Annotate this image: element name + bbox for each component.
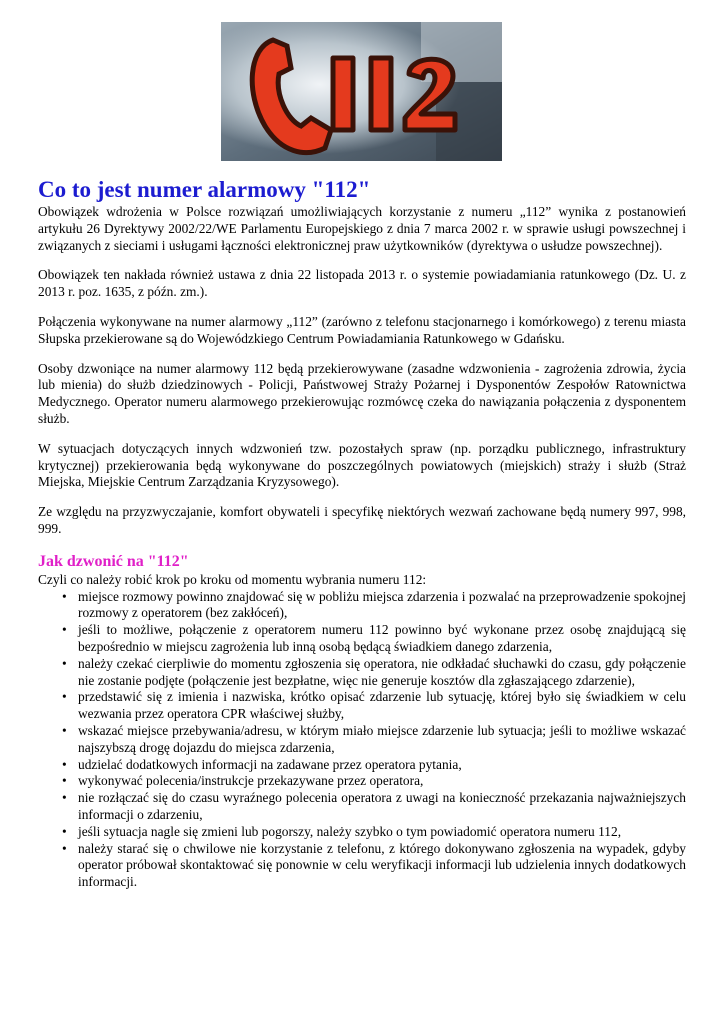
bullet: • — [62, 722, 67, 738]
steps-intro: Czyli co należy robić krok po kroku od momentu wybrania numeru 112: — [38, 571, 427, 587]
list-item — [38, 589, 686, 623]
list-item — [38, 622, 686, 656]
step-text: jeśli to możliwe, połączenie z operatorem numeru 112 powinno być wykonane przez osobę znajdującą się bezpośrednio w miejscu zagrożenia lub inną osobą będącą świadkiem danego zdarzenia, — [78, 622, 686, 654]
bullet: • — [62, 840, 67, 856]
bullet: • — [62, 689, 67, 705]
steps-list — [38, 589, 686, 891]
step-text: nie rozłączać się do czasu wyraźnego polecenia operatora z uwagi na konieczność przekazania najważniejszych informacji o zdarzeniu, — [78, 790, 686, 822]
bullet: • — [62, 622, 67, 638]
bullet: • — [62, 773, 67, 789]
bullet: • — [62, 655, 67, 671]
list-item — [38, 824, 686, 841]
paragraph-3: Połączenia wykonywane na numer alarmowy „112” (zarówno z telefonu stacjonarnego i komórkowego) z terenu miasta Słupska przekierowane są do Wojewódzkiego Centrum Powiadamiania Ratunkowego w Gdańsku. — [38, 313, 686, 346]
step-text: jeśli sytuacja nagle się zmieni lub pogorszy, należy szybko o tym powiadomić operatora numeru 112, — [78, 823, 622, 839]
paragraph-2: Obowiązek ten nakłada również ustawa z dnia 22 listopada 2013 r. o systemie powiadamiania ratunkowego (Dz. U. z 2013 r. poz. 1635, z późn. zm.). — [38, 267, 686, 300]
list-item — [38, 723, 686, 757]
paragraph-6: Ze względu na przyzwyczajanie, komfort obywateli i specyfikę niektórych wezwań zachowane będą numery 997, 998, 999. — [38, 504, 686, 536]
list-item — [38, 757, 686, 774]
paragraph-5: W sytuacjach dotyczących innych wdzwonień tzw. pozostałych spraw (np. porządku publicznego, infrastruktury krytycznej) przekierowania będą wykonywane do poszczególnych powiatowych (miejskich) straży i służb (Straż Miejska, Miejskie Centrum Zarządzania Kryzysowego). — [38, 440, 686, 490]
bullet: • — [62, 790, 67, 806]
page-title: Co to jest numer alarmowy "112" — [38, 177, 371, 202]
logo-graphic — [221, 22, 502, 161]
step-text: udzielać dodatkowych informacji na zadawane przez operatora pytania, — [78, 756, 462, 772]
step-text: wykonywać polecenia/instrukcje przekazywane przez operatora, — [78, 773, 424, 789]
list-item — [38, 689, 686, 723]
bullet: • — [62, 823, 67, 839]
list-item — [38, 773, 686, 790]
step-text: należy starać się o chwilowe nie korzystanie z telefonu, z którego dokonywano zgłoszenia na wypadek, gdyby operator próbował skontaktować się ponownie w celu weryfikacji informacji lub udzielenia innych dodatkowych informacji. — [78, 840, 686, 890]
bullet: • — [62, 588, 67, 604]
step-text: wskazać miejsce przebywania/adresu, w którym miało miejsce zdarzenie lub sytuacja; jeśli to możliwe wskazać najszybszą drogę dojazdu do miejsca zdarzenia, — [78, 722, 686, 755]
step-text: miejsce rozmowy powinno znajdować się w pobliżu miejsca zdarzenia i pozwalać na przeprowadzenie spokojnej rozmowy z operatorem (bez zakłóceń), — [78, 588, 686, 621]
paragraph-4: Osoby dzwoniące na numer alarmowy 112 będą przekierowywane (zasadne wdzwonienia - zagrożenia zdrowia, życia lub mienia) do służb dziedzinowych - Policji, Państwowej Straży Pożarnej i Dysponentów Zespołów Ratownictwa Medycznego. Operator numeru alarmowego przekierowując rozmówcę czeka do nawiązania połączenia z dysponentem służb. — [38, 360, 686, 426]
article — [38, 176, 686, 891]
step-text: należy czekać cierpliwie do momentu zgłoszenia się operatora, nie odkładać słuchawki do czasu, gdy połączenie nie zostanie podjęte (połączenie jest bezpłatne, więc nie generuje kosztów dla zgłaszającego zdarzenie), — [78, 655, 686, 688]
section-heading: Jak dzwonić na "112" — [38, 552, 189, 570]
list-item — [38, 656, 686, 690]
list-item — [38, 841, 686, 891]
step-text: przedstawić się z imienia i nazwiska, krótko opisać zdarzenie lub sytuację, której było się świadkiem w celu wezwania przez operatora CPR właściwej służby, — [78, 689, 686, 722]
paragraph-1: Obowiązek wdrożenia w Polsce rozwiązań umożliwiających korzystanie z numeru „112” wynika z postanowień artykułu 26 Dyrektywy 2002/22/WE Parlamentu Europejskiego z dnia 7 marca 2002 r. w sprawie usługi powszechnej i związanych z sieciami i usługami łączności elektronicznej praw użytkowników (dyrektywa o usłudze powszechnej). — [38, 204, 686, 253]
emergency-112-logo — [221, 22, 502, 161]
list-item — [38, 790, 686, 824]
bullet: • — [62, 756, 67, 772]
